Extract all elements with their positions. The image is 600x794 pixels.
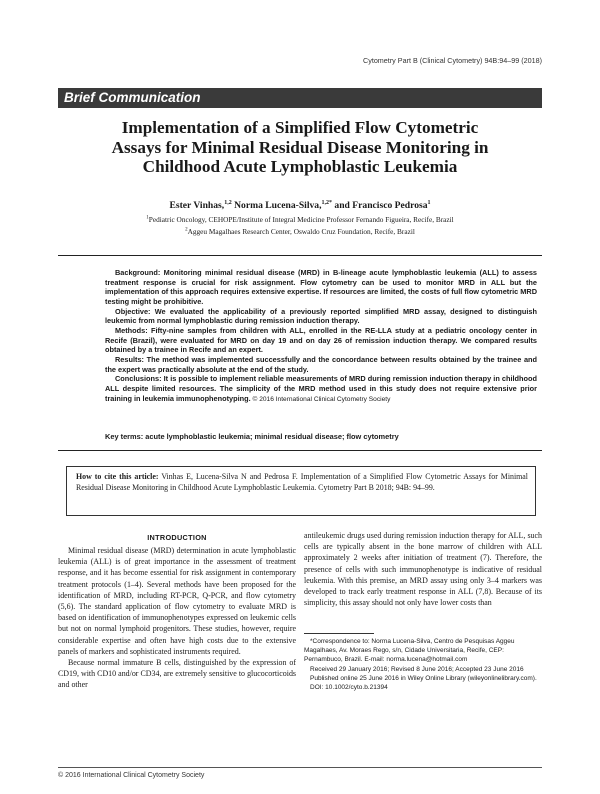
affiliation-1-marker: 1 [146,215,149,221]
author-list [60,200,540,211]
abstract-background: Background: Monitoring minimal residual disease (MRD) in B-lineage acute lymphoblastic leukemia (ALL) to assess treatment response is crucial for risk assignment. Flow cytometry can be used to monitor MRD in ALL but the implementation of this approach requires extensive expertise. If resources are limited, the costs of full flow cytometric MRD testing might be prohibitive. [105,268,537,306]
correspondence-note: *Correspondence to: Norma Lucena-Silva, Centro de Pesquisas Aggeu Magalhaes, Av. Moraes Rego, s/n, Cidade Universitaria, Recife, CEP: Pernambuco, Brazil. E-mail: norma.lucena@hotmail.com [304,638,515,664]
citation-text [76,471,528,493]
author-vinhas-affil: 1,2 [224,200,232,206]
footnotes [304,637,542,692]
citation-body: Vinhas E, Lucena-Silva N and Pedrosa F. Implementation of a Simplified Flow Cytometric Assays for Minimal Residual Disease Monitoring in Childhood Acute Lymphoblastic Leukemia. Cytometry Part B 2018; 94B: 94–99. [76,472,528,493]
footer-rule [58,767,542,768]
intro-paragraph-2: Because normal immature B cells, distinguished by the expression of CD19, with CD10 and/or CD34, are extremely sensitive to glucocorticoids and other [58,658,296,690]
published-note: Published online 25 June 2016 in Wiley Online Library (wileyonlinelibrary.com). [310,674,537,682]
author-pedrosa-affil: 1 [427,200,431,206]
abstract-objective: Objective: We evaluated the applicability of a previously reported simplified MRD assay, designed to distinguish leukemic from normal lymphoblastic during remission induction therapy. [105,306,537,326]
intro-paragraph-1: Minimal residual disease (MRD) determination in acute lymphoblastic leukemia (ALL) is of great importance in the assessment of treatment response, and it has become essential for risk assignment in contemporary treatment protocols (1–4). Several methods have been proposed for the identification of MRD, including RT-PCR, Q-PCR, and flow cytometry (5,6). The standard application of flow cytometry to evaluate MRD is based on identification of immunophenotypes expressed on leukemic cells but not on normal lymphoid progenitors. These studies, however, require considerable expertise and often have high costs due to the extensive panels of markers and sophisticated instruments required. [58,546,296,656]
affiliation-2 [60,227,540,236]
abstract-bottom-rule [58,450,542,451]
affiliation-2-text: Aggeu Magalhaes Research Center, Oswaldo Cruz Foundation, Recife, Brazil [187,227,415,236]
section-label: Brief Communication [64,90,201,105]
right-column [304,530,542,608]
abstract-results: Results: The method was implemented successfully and the concordance between results obtained by the trainee and the expert was practically absolute at the end of the study. [105,354,537,374]
dates-note: Received 29 January 2016; Revised 8 June 2016; Accepted 23 June 2016 [310,665,524,673]
affiliation-1-text: Pediatric Oncology, CEHOPE/Institute of Integral Medicine Professor Fernando Figueira, Recife, Brazil [148,215,454,224]
left-column [58,545,296,691]
abstract [105,268,537,404]
affiliation-2-marker: 2 [185,227,188,233]
intro-paragraph-3: antileukemic drugs used during remission induction therapy for ALL, such cells are typically absent in the bone marrow of children with ALL approximately 2 weeks after initiation of treatment (7). Therefore, the presence of cells with such immunophenotype is indicative of residual leukemia. With this premise, an MRD assay using only 3–4 markers was developed to track early treatment response in ALL (7,8). Because of its simplicity, this assay should not only have lower costs than [304,531,542,608]
author-lucena-silva-affil: 1,2* [321,200,333,206]
author-vinhas: Ester Vinhas, [169,200,225,212]
author-lucena-silva: Norma Lucena-Silva, [234,200,322,212]
abstract-conclusions: Conclusions: It is possible to implement reliable measurements of MRD during remission induction therapy in childhood ALL despite limited resources. The simplicity of the MRD method used in this study does not require extensive prior training in leukemia immunophenotyping. [105,374,537,403]
article-title: Implementation of a Simplified Flow Cytometric Assays for Minimal Residual Disease Monitoring in Childhood Acute Lymphoblastic Leukemia [111,118,489,177]
affiliation-1 [60,215,540,224]
key-terms: Key terms: acute lymphoblastic leukemia; minimal residual disease; flow cytometry [105,432,399,441]
citation-label: How to cite this article: [76,472,159,481]
author-pedrosa: and Francisco Pedrosa [334,200,428,212]
abstract-methods: Methods: Fifty-nine samples from children with ALL, enrolled in the RE-LLA study at a pediatric oncology center in Recife (Brazil), were evaluated for MRD on day 19 and on day 26 of remission induction therapy. We compared results obtained by a trainee in Recife and an expert. [105,325,537,355]
abstract-top-rule [58,255,542,256]
footer-copyright: © 2016 International Clinical Cytometry Society [58,772,205,779]
abstract-conclusions-block [105,374,537,404]
footnote-rule [304,633,374,634]
journal-header: Cytometry Part B (Clinical Cytometry) 94B:94–99 (2018) [363,56,542,65]
intro-heading: INTRODUCTION [147,533,207,542]
doi-note: DOI: 10.1002/cyto.b.21394 [310,684,388,692]
abstract-copyright: © 2016 International Clinical Cytometry Society [250,395,391,403]
